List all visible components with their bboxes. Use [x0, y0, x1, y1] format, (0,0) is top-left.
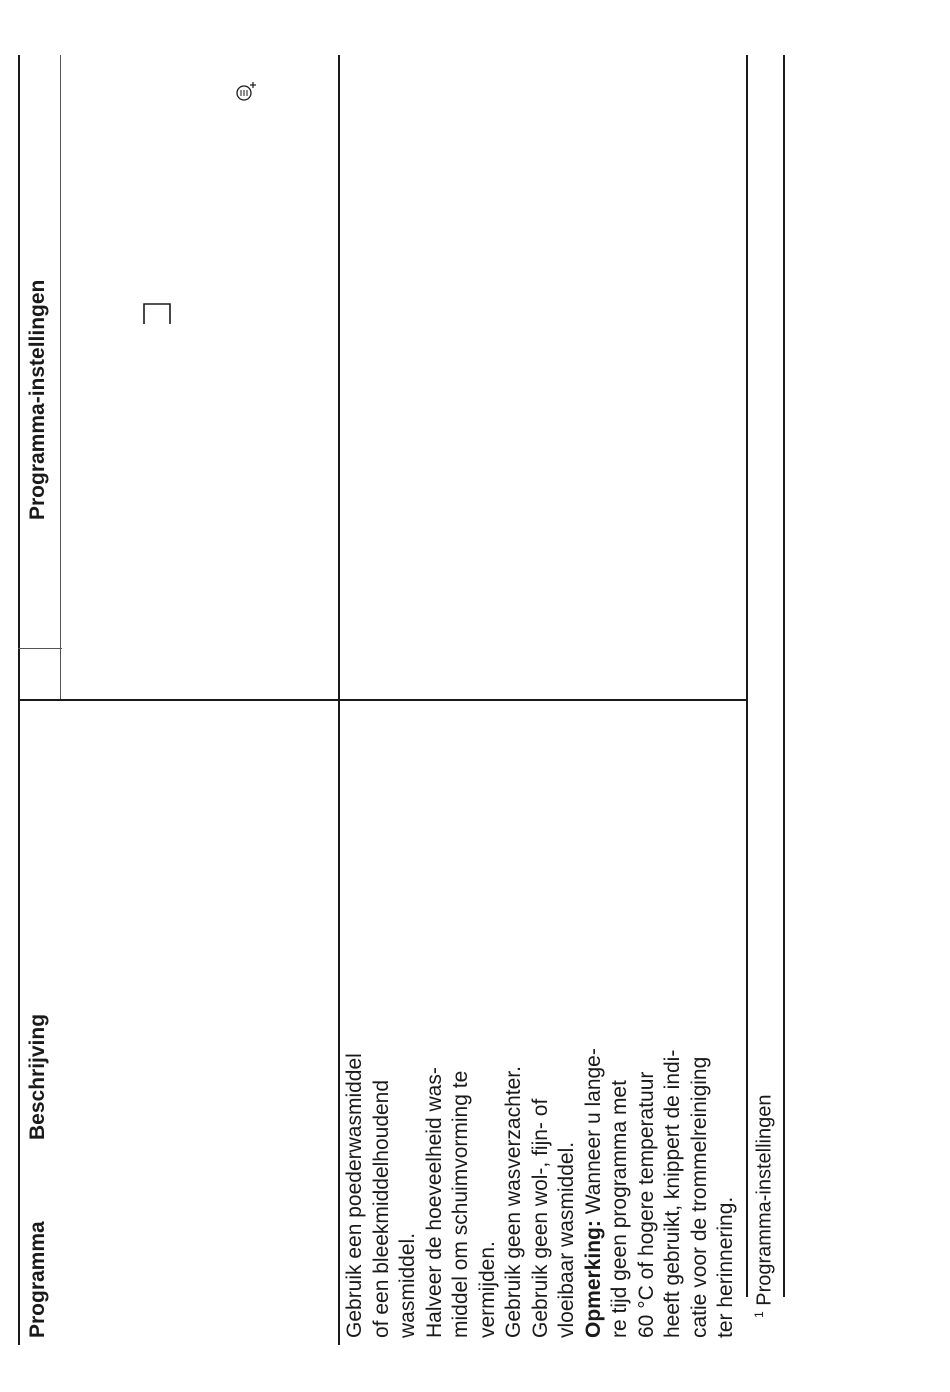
table-bottom-border: [746, 55, 748, 1297]
description-line: Gebruik een poederwasmiddel: [343, 1053, 366, 1338]
description-line: Gebruik geen wol-, fijn- of: [528, 1098, 552, 1338]
header-programma: Programma: [26, 1221, 49, 1338]
footnote-text: Programma-instellingen: [753, 1094, 776, 1306]
description-line: vermijden.: [475, 1241, 499, 1338]
drum-clean-icon: [232, 78, 260, 106]
description-line: vloeibaar wasmiddel.: [555, 1141, 578, 1338]
settings-subheader-line: [18, 648, 62, 649]
description-line: Halveer de hoeveelheid was-: [422, 1067, 446, 1338]
note-text: Wanneer u lange-: [581, 1048, 605, 1221]
note-line: ter herinnering.: [714, 1196, 737, 1338]
footnote: [752, 1095, 777, 1318]
note-line: [581, 1048, 608, 1338]
description-line: Gebruik geen wasverzachter.: [502, 1066, 525, 1338]
note-line: re tijd geen programma met: [608, 1080, 631, 1338]
page-right-rule: [783, 55, 785, 1297]
note-line: catie voor de trommelreiniging: [687, 1056, 711, 1338]
footnote-marker: 1: [752, 1311, 766, 1318]
note-line: heeft gebruikt, knippert de indi-: [661, 1049, 684, 1338]
description-block: [342, 1048, 740, 1338]
column-separator: [18, 699, 748, 701]
description-line: of een bleekmiddelhoudend: [369, 1079, 393, 1338]
description-line: middel om schuimvorming te: [449, 1070, 472, 1338]
header-programma-instellingen: Programma-instellingen: [26, 279, 49, 520]
header-beschrijving: Beschrijving: [26, 1013, 49, 1140]
temperature-icon: [142, 296, 172, 330]
settings-subcolumn-border: [60, 55, 61, 700]
description-line: wasmiddel.: [396, 1232, 419, 1338]
note-line: 60 °C of hogere temperatuur: [634, 1071, 658, 1338]
note-label: Opmerking:: [581, 1220, 605, 1338]
